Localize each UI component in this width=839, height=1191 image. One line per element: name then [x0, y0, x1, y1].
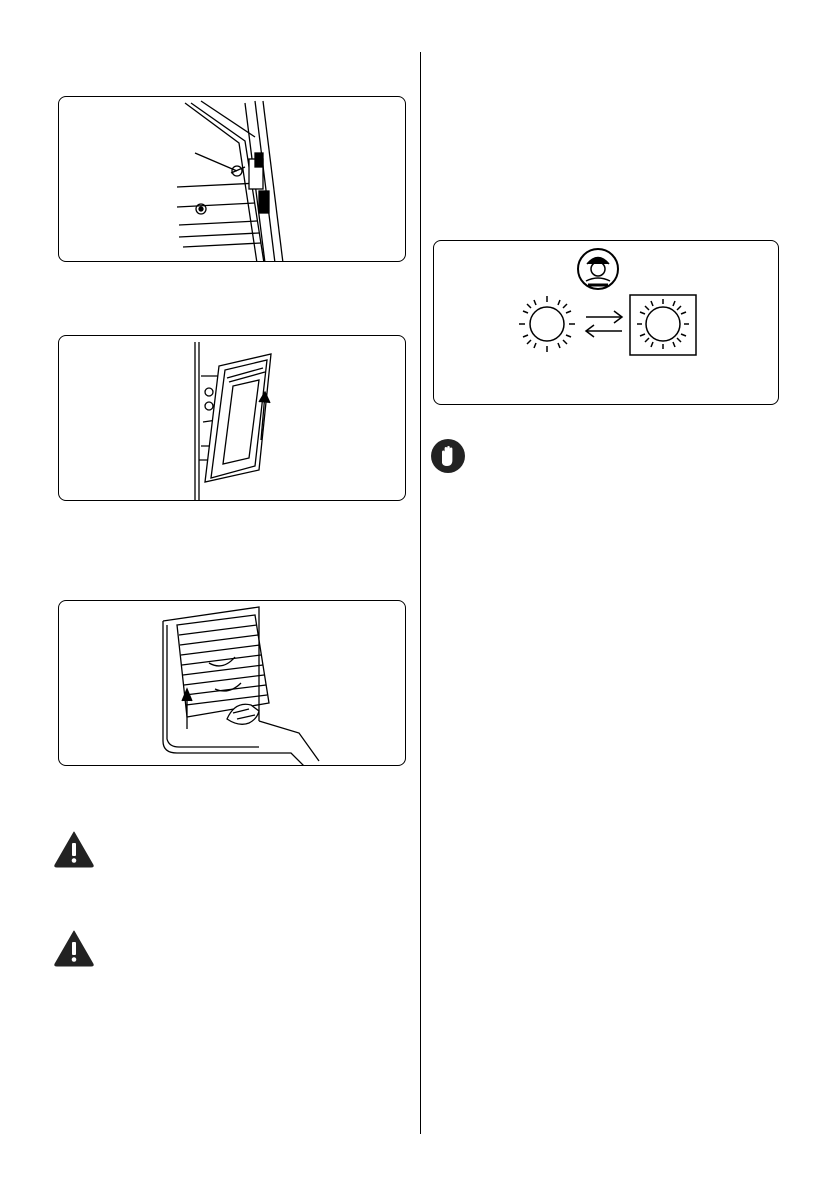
door-lift-arrow-icon [59, 336, 406, 501]
warning-triangle-icon [53, 830, 95, 868]
hinge-lever-icon [59, 97, 406, 262]
technician-icon [578, 249, 618, 289]
figure-door-hinge [58, 96, 406, 262]
column-divider [420, 52, 421, 1134]
lamp-new-icon [630, 295, 696, 355]
figure-door-removal [58, 335, 406, 501]
warning-triangle-icon [53, 929, 95, 967]
stop-hand-icon [430, 438, 466, 474]
lamp-old-icon [519, 296, 575, 352]
hand-lifting-rack-icon [59, 601, 406, 766]
figure-lamp-replacement [433, 240, 779, 405]
figure-side-rack-removal [58, 600, 406, 766]
exchange-arrows-icon [586, 311, 622, 337]
service-technician-icon [434, 241, 779, 405]
